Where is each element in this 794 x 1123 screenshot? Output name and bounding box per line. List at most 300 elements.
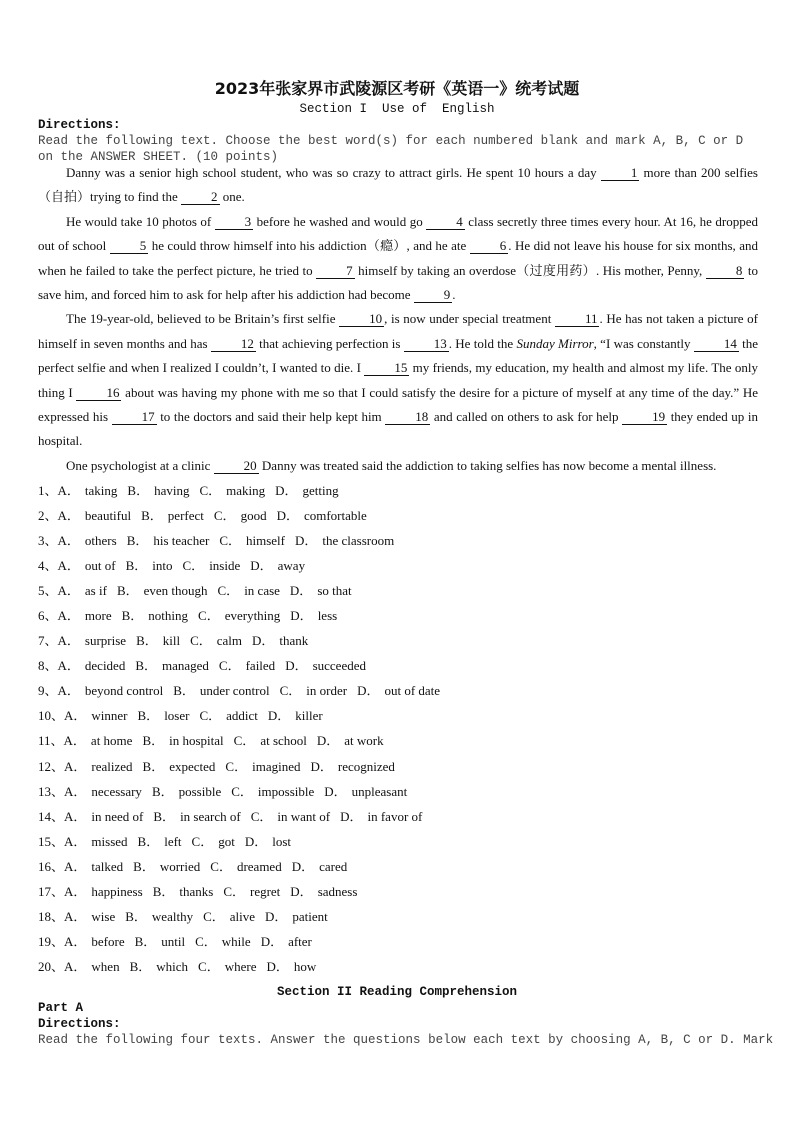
option-text: taking [84,483,118,498]
answer-option [58,578,107,603]
option-letter: C． [199,483,222,498]
answer-option [153,879,214,904]
question-row [38,703,758,728]
answer-option [58,628,127,653]
answer-option [135,929,186,954]
answer-option [127,528,210,553]
option-text: thank [279,633,309,649]
question-row [38,854,758,879]
option-letter: D． [290,608,313,624]
option-letter: A． [64,908,87,924]
question-number: 16、 [38,858,65,874]
answer-option [142,728,223,753]
option-text: talked [91,858,124,874]
option-text: the classroom [322,533,395,549]
option-letter: A． [57,483,80,498]
option-letter: B． [129,958,152,974]
question-number: 6、 [38,608,58,624]
option-text: perfect [167,508,204,524]
option-text: getting [302,483,339,498]
option-letter: B． [142,758,165,774]
option-text: addict [226,708,258,724]
answer-option [64,954,120,979]
question-row [38,728,758,753]
option-letter: A． [57,608,80,624]
option-text: loser [164,708,190,724]
answer-option [152,779,221,804]
question-row [38,578,758,603]
newspaper-name: Sunday Mirror [516,335,594,351]
answer-option [138,829,182,854]
option-letter: B． [126,533,149,549]
option-letter: D． [290,883,313,899]
option-text: making [226,483,266,498]
answer-option [275,478,339,503]
option-letter: B． [142,733,165,749]
option-letter: A． [57,683,80,699]
blank-6: 6 [470,239,509,254]
option-letter: C． [219,533,241,549]
option-letter: B． [116,583,139,599]
answer-option [58,478,118,503]
option-text: as if [84,583,107,599]
part-a-heading: Part A [38,1001,84,1015]
option-text: which [156,958,189,974]
question-number: 19、 [38,933,65,949]
option-text: himself [245,533,285,549]
answer-option [58,678,164,703]
option-text: sadness [317,883,358,899]
question-number: 7、 [38,633,58,649]
option-text: dreamed [236,858,282,874]
option-letter: D． [340,808,363,824]
option-letter: C． [213,508,236,524]
question-row [38,954,758,979]
option-text: surprise [84,633,127,649]
answer-option [136,628,180,653]
answer-option [192,829,235,854]
section-1-heading: Section I Use of English [299,102,495,116]
question-row [38,478,758,503]
answer-option [133,854,200,879]
option-letter: D． [285,658,308,674]
option-text: in search of [180,808,241,824]
option-text: wise [91,908,116,924]
option-letter: A． [64,758,87,774]
option-letter: C． [198,608,220,624]
answer-option [64,703,128,728]
answer-option [135,653,209,678]
option-text: so that [317,583,352,599]
option-text: cared [319,858,348,874]
option-text: away [277,558,306,574]
answer-option [64,929,125,954]
answer-option [64,829,128,854]
option-letter: A． [64,808,87,824]
option-letter: A． [64,883,87,899]
option-letter: B． [127,483,150,498]
question-number: 11、 [38,733,64,749]
answer-option [357,678,440,703]
answer-option [173,678,269,703]
answer-option [143,754,216,779]
option-text: everything [224,608,281,624]
option-text: nothing [148,608,189,624]
answer-option [225,754,300,779]
answer-option [245,829,291,854]
option-text: left [164,833,182,849]
option-letter: D． [310,758,333,774]
question-row [38,603,758,628]
option-text: got [218,833,235,849]
question-row [38,503,758,528]
option-text: unpleasant [351,783,408,799]
answer-option [290,578,352,603]
blank-14: 14 [694,337,739,352]
question-number: 13、 [38,783,65,799]
question-row [38,779,758,804]
passage-paragraph-3: The 19-year-old, believed to be Britain’s first selfie 10 , is now under special treatment 11 . He has not taken a picture of himself in seven months and has 12 that achieving perfection is 13 . He told the Sunday Mirror, “I was constantly 14 the perfect selfie and when I realized I couldn’t, I wanted to die. I 15 my friends, my education, my health and almost my life. The only thing I 16 about was having my phone with me so that I could satisfy the desire for a picture of myself at any time of the day.” He expressed his 17 to the doctors and said their help kept him 18 and called on others to ask for help 19 they ended up in hospital. [38,311,759,449]
option-letter: D． [357,683,380,699]
option-letter: D． [260,933,284,949]
option-text: even though [143,583,208,599]
answer-option [58,528,117,553]
question-number: 10、 [38,708,65,724]
option-letter: C． [223,883,245,899]
answer-option [64,728,133,753]
option-letter: B． [141,508,163,524]
answer-option [141,503,204,528]
answer-option [64,879,143,904]
option-text: having [154,483,190,498]
answer-option [251,804,330,829]
question-number: 4、 [38,558,58,574]
answer-option [223,879,280,904]
answer-option [198,603,280,628]
option-text: regret [249,883,281,899]
option-text: after [288,933,312,949]
answer-option [198,954,256,979]
option-text: succeeded [312,658,366,674]
option-text: happiness [91,883,143,899]
blank-12: 12 [211,337,256,352]
answer-option [64,754,133,779]
question-number: 2、 [38,508,58,524]
passage-paragraph-4: One psychologist at a clinic 20 Danny was treated said the addiction to taking selfies has now become a mental illness. [66,457,717,473]
answer-option [285,653,366,678]
answer-option [250,553,305,578]
option-text: comfortable [303,508,367,524]
option-letter: B． [121,608,144,624]
question-row [38,528,758,553]
answer-option [324,779,407,804]
option-text: failed [245,658,276,674]
answer-option [127,478,189,503]
option-text: winner [91,708,128,724]
answer-option [219,528,285,553]
option-text: missed [91,833,128,849]
answer-option [58,503,132,528]
directions-text: Read the following text. Choose the best word(s) for each numbered blank and mark A, B, C or D on the ANSWER SHEET. (10 points) [38,134,744,164]
option-letter: C． [233,733,256,749]
blank-2: 2 [181,190,220,205]
answer-option [310,754,394,779]
option-text: killer [295,708,323,724]
section-2-directions-text: Read the following four texts. Answer the questions below each text by choosing A, B, C or D. Mark [38,1033,774,1047]
option-letter: B． [137,708,160,724]
option-letter: A． [64,708,87,724]
answer-option [64,779,142,804]
blank-10: 10 [339,312,384,327]
answer-option [265,904,328,929]
option-letter: D． [291,858,315,874]
option-letter: D． [265,908,288,924]
answer-option [199,478,265,503]
question-number: 14、 [38,808,65,824]
answer-option [58,603,112,628]
option-letter: A． [63,733,86,749]
option-text: realized [91,758,133,774]
option-text: under control [199,683,270,699]
option-text: lost [272,833,292,849]
answer-option [290,603,337,628]
answer-option [214,503,267,528]
option-letter: C． [191,833,214,849]
option-text: in want of [277,808,331,824]
question-row [38,879,758,904]
option-letter: A． [64,933,87,949]
option-text: others [84,533,117,549]
option-text: patient [292,908,328,924]
section-2-directions-label: Directions: [38,1017,121,1031]
option-letter: D． [289,583,313,599]
answer-option [58,653,126,678]
answer-option [219,653,275,678]
option-text: alive [229,908,256,924]
option-text: while [221,933,251,949]
option-letter: C． [218,658,241,674]
option-text: thanks [179,883,214,899]
answer-option [203,904,255,929]
option-letter: C． [199,708,222,724]
option-text: his teacher [153,533,210,549]
option-letter: B． [125,558,148,574]
option-letter: A． [64,833,87,849]
option-text: recognized [337,758,395,774]
blank-7: 7 [316,264,355,279]
answer-option [292,854,348,879]
blank-8: 8 [706,264,745,279]
answer-option [122,603,188,628]
option-letter: C． [225,758,248,774]
answer-option [64,904,115,929]
answer-option [190,628,242,653]
option-letter: D． [316,733,340,749]
question-number: 3、 [38,533,58,549]
blank-1: 1 [601,166,640,181]
option-text: kill [162,633,181,649]
option-letter: D． [267,708,291,724]
question-number: 15、 [38,833,65,849]
answer-option [117,578,208,603]
passage-paragraph-2: He would take 10 photos of 3 before he washed and would go 4 class secretly three times every hour. At 16, he dropped out of school 5 he could throw himself into his addiction（瘾）, and he ate 6 . He did not leave his house for six months, and when he failed to take the perfect picture, he tried to 7 himself by taking an overdose（过度用药）. His mother, Penny, 8 to save him, and forced him to ask for help after his addiction had become 9 . [38,213,758,303]
option-text: expected [169,758,216,774]
option-text: out of [84,558,116,574]
answer-option [266,954,316,979]
question-row [38,754,758,779]
blank-3: 3 [215,215,254,230]
question-row [38,653,758,678]
option-letter: C． [203,908,225,924]
answer-option [234,728,307,753]
option-text: when [91,958,120,974]
section-2-heading: Section II Reading Comprehension [276,985,518,999]
answer-option [64,804,143,829]
option-letter: B． [134,933,157,949]
option-letter: B． [137,833,160,849]
option-letter: A． [57,583,80,599]
answer-option [280,678,347,703]
answer-option [317,728,384,753]
option-text: where [224,958,257,974]
option-text: before [91,933,125,949]
blank-16: 16 [76,386,121,401]
cloze-passage [38,161,758,478]
answer-option [64,854,123,879]
option-letter: A． [64,858,87,874]
option-letter: B． [136,633,158,649]
question-row [38,829,758,854]
option-letter: C． [190,633,212,649]
blank-5: 5 [110,239,149,254]
blank-18: 18 [385,410,430,425]
option-text: calm [216,633,243,649]
question-number: 17、 [38,883,65,899]
option-text: into [152,558,173,574]
question-number: 9、 [38,683,58,699]
answer-option [290,879,357,904]
page-title: 2023年张家界市武陵源区考研《英语一》统考试题 [214,79,580,98]
option-text: in favor of [367,808,423,824]
blank-17: 17 [112,410,157,425]
answer-option [130,954,188,979]
option-text: more [84,608,112,624]
question-row [38,804,758,829]
question-number: 5、 [38,583,58,599]
option-letter: C． [195,933,217,949]
option-letter: B． [152,883,175,899]
option-letter: A． [57,558,80,574]
answer-option [125,904,193,929]
option-letter: C． [217,583,240,599]
answer-option [210,854,281,879]
blank-4: 4 [426,215,465,230]
option-letter: B． [173,683,195,699]
answer-option [58,553,116,578]
option-text: managed [162,658,209,674]
answer-option [277,503,367,528]
question-options-list [38,478,758,979]
option-text: how [293,958,317,974]
option-text: worried [159,858,201,874]
option-letter: D． [266,958,289,974]
blank-19: 19 [622,410,667,425]
option-text: inside [209,558,241,574]
answer-option [153,804,240,829]
answer-option [218,578,280,603]
answer-option [199,703,257,728]
option-letter: B． [135,658,157,674]
option-letter: D． [294,533,318,549]
blank-11: 11 [555,312,600,327]
blank-9: 9 [414,288,453,303]
option-text: beyond control [84,683,164,699]
option-letter: D． [276,508,299,524]
option-text: decided [84,658,126,674]
option-letter: B． [125,908,147,924]
option-text: out of date [384,683,441,699]
option-text: less [317,608,338,624]
answer-option [261,929,312,954]
answer-option [295,528,394,553]
option-letter: D． [250,558,273,574]
option-letter: B． [151,783,174,799]
answer-option [195,929,251,954]
option-text: imagined [252,758,301,774]
option-text: in need of [91,808,144,824]
question-number: 18、 [38,908,65,924]
option-text: good [240,508,267,524]
option-letter: D． [275,483,298,498]
option-letter: B． [153,808,176,824]
question-row [38,904,758,929]
answer-option [231,779,314,804]
option-letter: D． [244,833,268,849]
option-letter: A． [57,633,80,649]
option-text: beautiful [84,508,132,524]
option-letter: A． [64,958,87,974]
option-text: until [161,933,186,949]
option-text: at school [260,733,307,749]
option-text: in case [244,583,280,599]
option-text: impossible [257,783,315,799]
option-letter: C． [182,558,205,574]
option-text: possible [178,783,222,799]
answer-option [183,553,241,578]
option-letter: A． [57,533,80,549]
option-letter: B． [133,858,155,874]
option-letter: C． [231,783,253,799]
passage-paragraph-1: Danny was a senior high school student, who was so crazy to attract girls. He spent 10 hours a day 1 more than 200 selfies（自拍）trying to find the 2 one. [38,165,758,205]
option-letter: A． [64,783,87,799]
answer-option [340,804,422,829]
question-number: 20、 [38,958,65,974]
question-row [38,553,758,578]
question-number: 8、 [38,658,58,674]
directions-label: Directions: [38,118,121,132]
option-letter: C． [250,808,273,824]
option-text: at home [90,733,133,749]
question-row [38,678,758,703]
blank-15: 15 [364,361,409,376]
option-letter: D． [324,783,347,799]
question-number: 12、 [38,758,65,774]
option-text: necessary [91,783,142,799]
option-letter: C． [198,958,220,974]
answer-option [138,703,190,728]
option-letter: D． [252,633,275,649]
option-text: at work [344,733,384,749]
